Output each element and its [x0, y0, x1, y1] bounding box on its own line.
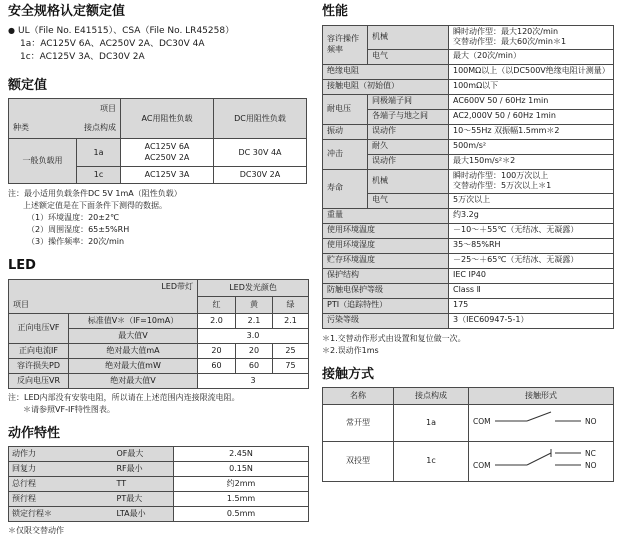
contact-row1-name: 常开型: [323, 405, 394, 441]
perf-freq-elec-label: 电气: [368, 49, 449, 64]
led-color-red: 红: [198, 296, 236, 313]
rated-table: [8, 98, 307, 184]
op-code: TT: [114, 477, 174, 492]
rated-corner-item: 项目: [100, 104, 116, 114]
contact-section-title: 接触方式: [322, 366, 375, 382]
perf-life-elec-label: 电气: [368, 193, 449, 208]
led-pd-sub: 绝对最大值mW: [69, 358, 198, 373]
perf-withstand-same-value: AC600V 50 / 60Hz 1min: [449, 94, 614, 109]
perf-vibration-label: 振动: [323, 124, 368, 139]
table-row: [9, 492, 309, 507]
led-if-sub: 绝对最大值mA: [69, 343, 198, 358]
perf-simple-label: 使用环境湿度: [323, 238, 449, 253]
contact-col-config: 接点构成: [394, 388, 469, 405]
table-row: [9, 507, 309, 522]
op-code: OF最大: [114, 447, 174, 462]
op-code: LTA最小: [114, 507, 174, 522]
perf-simple-label: 保护结构: [323, 268, 449, 283]
bullet-icon: ●: [8, 25, 15, 35]
perf-life-mech-line2: 交替动作型：5万次以上＊1: [453, 181, 552, 191]
table-row: [9, 462, 309, 477]
perf-insulation-label: 绝缘电阻: [323, 64, 449, 79]
op-label: 锁定行程＊: [9, 507, 114, 522]
perf-contact-res-value: 100mΩ以下: [449, 79, 614, 94]
right-column: [322, 4, 614, 482]
led-color-yellow: 黄: [236, 296, 273, 313]
led-if-label: 正向电流IF: [9, 343, 69, 358]
table-row: [323, 441, 614, 481]
op-code: PT最大: [114, 492, 174, 507]
nc-label: NC: [585, 448, 596, 458]
perf-withstand-label: 耐电压: [323, 94, 368, 124]
led-if-yellow: 20: [236, 343, 273, 358]
contact-row2-config: 1c: [394, 441, 469, 481]
com-label: COM: [473, 417, 491, 427]
table-row: [323, 405, 614, 441]
led-vf-std-label: 标准值V＊（IF=10mA）: [69, 313, 198, 328]
table-row: [9, 447, 309, 462]
led-vr-value: 3: [198, 373, 309, 388]
safety-line-1c: 1c：AC125V 3A、DC30V 2A: [20, 51, 145, 62]
operating-section-title: 动作特性: [8, 425, 61, 441]
led-pd-yellow: 60: [236, 358, 273, 373]
contact-method-table: [322, 387, 614, 482]
op-value: 2.45N: [174, 447, 309, 462]
perf-life-label: 寿命: [323, 169, 368, 208]
contact-row1-config: 1a: [394, 405, 469, 441]
rated-note-3: （1）环境温度：20±2℃: [27, 213, 120, 223]
led-pd-label: 容许损失PD: [9, 358, 69, 373]
safety-ul-csa-text: UL（File No. E41515）、CSA（File No. LR45258）: [17, 25, 235, 36]
led-vr-label: 反向电压VR: [9, 373, 69, 388]
rated-row-type: 一般负载用: [9, 139, 77, 184]
op-value: 0.5mm: [174, 507, 309, 522]
perf-insulation-value: 100MΩ以上（以DC500V绝缘电阻计测量）: [449, 64, 614, 79]
rated-config-1a: 1a: [77, 139, 121, 167]
perf-freq-mech-label: 机械: [368, 25, 449, 49]
contact-row1-diagram: [469, 405, 614, 441]
perf-freq-elec-value: 最大（20次/min）: [449, 49, 614, 64]
perf-withstand-gnd-value: AC2,000V 50 / 60Hz 1min: [449, 109, 614, 124]
perf-shock-label: 冲击: [323, 139, 368, 169]
led-table: [8, 279, 309, 389]
rated-section-title: 额定值: [8, 77, 48, 93]
op-label: 回复力: [9, 462, 114, 477]
rated-dc-1c: DC30V 2A: [214, 167, 307, 184]
rated-note-5: （3）操作频率：20次/min: [27, 237, 125, 247]
rated-corner-type: 种类: [13, 122, 29, 132]
contact-row2-diagram: [469, 441, 614, 481]
led-corner-header: [9, 279, 198, 313]
perf-shock-endure-value: 500m/s²: [449, 139, 614, 154]
table-row: [9, 477, 309, 492]
table-row: [323, 208, 614, 223]
perf-simple-value: －25～＋65℃（无结冰、无凝露）: [449, 253, 614, 268]
perf-vibration-value: 10～55Hz 双振幅1.5mm＊2: [449, 124, 614, 139]
perf-simple-value: Class Ⅱ: [449, 283, 614, 298]
rated-ac-1a: [121, 139, 214, 167]
perf-simple-label: 防触电保护等级: [323, 283, 449, 298]
rated-note-2: 上述额定值是在下面条件下测得的数据。: [23, 201, 167, 211]
led-vf-max-label: 最大值V: [69, 328, 198, 343]
op-code: RF最小: [114, 462, 174, 477]
circuit-diagram-1a-icon: [471, 407, 611, 435]
perf-life-mech-value: [449, 169, 614, 193]
performance-note-2: ＊2.误动作1ms: [322, 345, 379, 355]
perf-life-elec-value: 5万次以上: [449, 193, 614, 208]
table-row: [323, 283, 614, 298]
led-corner-item: 项目: [13, 300, 29, 310]
led-notes: [8, 392, 311, 416]
perf-freq-mech-line1: 瞬时动作型：最大120次/min: [453, 26, 559, 36]
perf-simple-label: 使用环境温度: [323, 223, 449, 238]
rated-ac-1c: AC125V 3A: [121, 167, 214, 184]
perf-simple-value: －10～＋55℃（无结冰、无凝露）: [449, 223, 614, 238]
led-vf-max-value: 3.0: [198, 328, 309, 343]
led-vf-label: 正向电压VF: [9, 313, 69, 343]
com-label: COM: [473, 460, 491, 470]
table-row: [323, 313, 614, 328]
table-row: [323, 238, 614, 253]
left-column: [8, 4, 311, 537]
led-corner-badge: LED带灯: [161, 281, 194, 291]
rated-corner-header: [9, 99, 121, 139]
perf-vibration-sub: 误动作: [368, 124, 449, 139]
led-vf-std-yellow: 2.1: [236, 313, 273, 328]
contact-row2-name: 双投型: [323, 441, 394, 481]
rated-col-header-ac: AC用阻性负载: [121, 99, 214, 139]
rated-config-1c: 1c: [77, 167, 121, 184]
perf-withstand-gnd-label: 各端子与地之间: [368, 109, 449, 124]
rated-note-1: 注：最小适用负载条件DC 5V 1mA（阻性负载）: [8, 189, 182, 199]
perf-freq-mech-line2: 交替动作型：最大60次/min＊1: [453, 37, 567, 47]
op-value: 约2mm: [174, 477, 309, 492]
perf-withstand-same-label: 同极端子间: [368, 94, 449, 109]
no-label: NO: [585, 460, 597, 470]
op-label: 预行程: [9, 492, 114, 507]
rated-col-header-dc: DC用阻性负载: [214, 99, 307, 139]
perf-simple-label: PTI（追踪特性）: [323, 298, 449, 313]
performance-table: [322, 25, 614, 329]
performance-notes: [322, 333, 614, 357]
led-section-title: LED: [8, 258, 36, 274]
safety-ul-csa-line: [8, 25, 311, 38]
led-vf-std-green: 2.1: [273, 313, 309, 328]
table-row: [323, 268, 614, 283]
safety-line-1a: 1a：AC125V 6A、AC250V 2A、DC30V 4A: [20, 38, 205, 49]
led-vr-sub: 绝对最大值V: [69, 373, 198, 388]
perf-freq-mech-value: [449, 25, 614, 49]
op-label: 动作力: [9, 447, 114, 462]
rated-ac-1a-line1: AC125V 6A: [144, 142, 190, 152]
op-value: 0.15N: [174, 462, 309, 477]
perf-simple-value: 35～85%RH: [449, 238, 614, 253]
perf-simple-label: 污染等级: [323, 313, 449, 328]
led-pd-green: 75: [273, 358, 309, 373]
performance-section-title: 性能: [322, 4, 349, 19]
led-color-green: 绿: [273, 296, 309, 313]
no-label: NO: [585, 417, 597, 427]
perf-simple-value: 3（IEC60947-5-1）: [449, 313, 614, 328]
perf-simple-label: 重量: [323, 208, 449, 223]
perf-simple-value: 约3.2g: [449, 208, 614, 223]
table-row: [323, 298, 614, 313]
safety-section-title: 安全规格认定额定值: [8, 4, 126, 19]
operating-table: [8, 446, 309, 522]
led-color-group-header: LED发光颜色: [198, 279, 309, 296]
rated-dc-1a: DC 30V 4A: [214, 139, 307, 167]
contact-col-form: 接触形式: [469, 388, 614, 405]
table-row: [323, 223, 614, 238]
rated-corner-config: 接点构成: [84, 122, 116, 132]
perf-freq-label: 容许操作频率: [323, 25, 368, 64]
perf-shock-malf-value: 最大150m/s²＊2: [449, 154, 614, 169]
perf-simple-value: 175: [449, 298, 614, 313]
led-pd-red: 60: [198, 358, 236, 373]
op-value: 1.5mm: [174, 492, 309, 507]
perf-life-mech-label: 机械: [368, 169, 449, 193]
performance-note-1: ＊1.交替动作形式由设置和复位做一次。: [322, 333, 466, 343]
led-if-green: 25: [273, 343, 309, 358]
table-row: [323, 253, 614, 268]
led-note-2: ＊请参照VF-IF特性图表。: [23, 404, 115, 414]
led-if-red: 20: [198, 343, 236, 358]
perf-contact-res-label: 接触电阻（初始值）: [323, 79, 449, 94]
rated-notes: [8, 188, 311, 248]
perf-shock-endure-label: 耐久: [368, 139, 449, 154]
rated-ac-1a-line2: AC250V 2A: [144, 152, 190, 162]
led-note-1: 注：LED内部没有安装电阻，所以请在上述范围内连接限流电阻。: [8, 392, 240, 402]
circuit-diagram-1c-icon: [471, 444, 611, 476]
perf-simple-label: 贮存环境温度: [323, 253, 449, 268]
rated-note-4: （2）周围湿度：65±5%RH: [27, 225, 130, 235]
operating-note: ＊仅限交替动作: [8, 526, 64, 536]
op-label: 总行程: [9, 477, 114, 492]
contact-col-name: 名称: [323, 388, 394, 405]
perf-life-mech-line1: 瞬时动作型：100万次以上: [453, 170, 549, 180]
perf-shock-malf-label: 误动作: [368, 154, 449, 169]
led-vf-std-red: 2.0: [198, 313, 236, 328]
perf-simple-value: IEC IP40: [449, 268, 614, 283]
